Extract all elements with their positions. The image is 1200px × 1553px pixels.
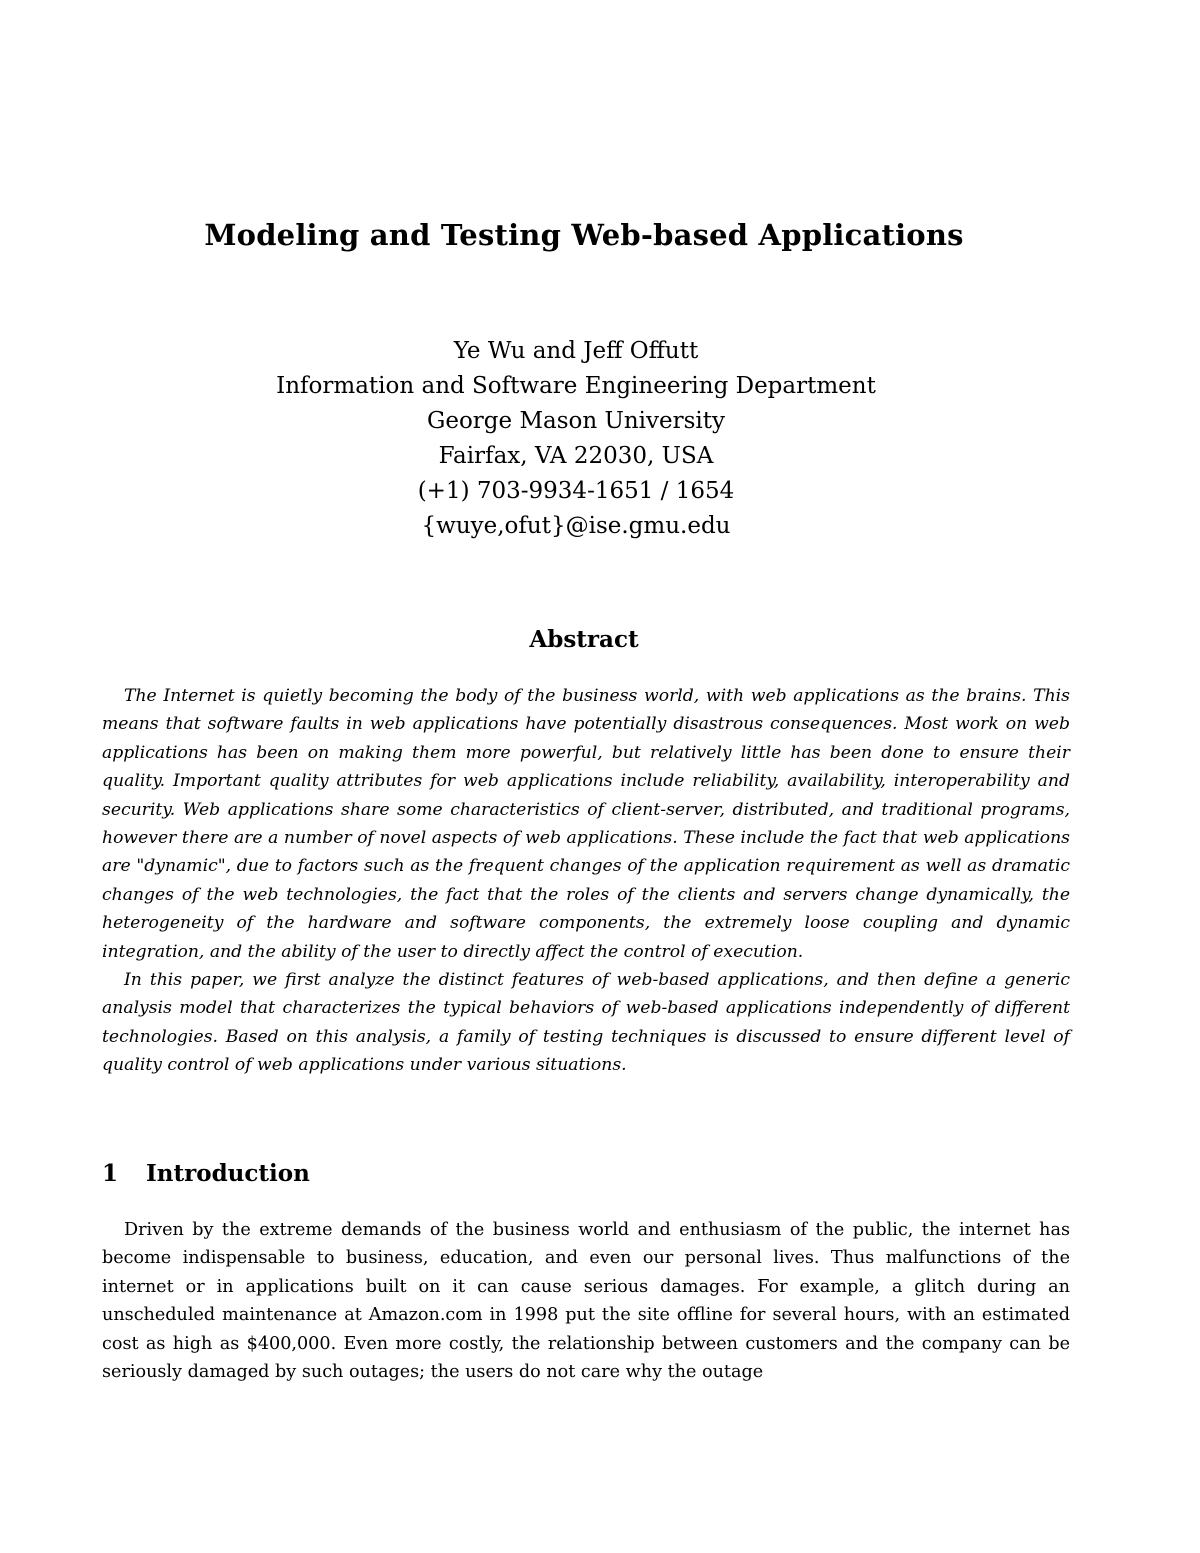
author-address: Fairfax, VA 22030, USA [438,443,714,469]
author-phone: (+1) 703-9934-1651 / 1654 [417,478,735,504]
section-title: Introduction [146,1160,310,1187]
author-department: Information and Software Engineering Department [276,373,876,399]
section-heading-introduction [102,1160,310,1187]
author-names: Ye Wu and Jeff Offutt [453,338,699,364]
author-university: George Mason University [426,408,726,434]
section-number: 1 [102,1160,119,1187]
abstract-paragraph: In this paper, we first analyze the distinct features of web-based applications, and then define a generic analysis model that characterizes the typical behaviors of web-based applications independently of different technologies. Based on this analysis, a family of testing techniques is discussed to ensure different level of quality control of web applications under various situations. [102,970,1070,1076]
introduction-body [102,1216,1070,1386]
author-block [0,334,1152,544]
abstract-heading: Abstract [529,626,639,653]
abstract-paragraph: The Internet is quietly becoming the body of the business world, with web applications as the brains. This means that software faults in web applications have potentially disastrous consequences. Most work on web applications has been on making them more powerful, but relatively little has been done to ensure their quality. Important quality attributes for web applications include reliability, availability, interoperability and security. Web applications share some characteristics of client-server, distributed, and traditional programs, however there are a number of novel aspects of web applications. These include the fact that web applications are "dynamic", due to factors such as the frequent changes of the application requirement as well as dramatic changes of the web technologies, the fact that the roles of the clients and servers change dynamically, the heterogeneity of the hardware and software components, the extremely loose coupling and dynamic integration, and the ability of the user to directly affect the control of execution. [102,686,1070,962]
abstract-body [102,682,1070,1080]
body-paragraph: Driven by the extreme demands of the business world and enthusiasm of the public, the internet has become indispensable to business, education, and even our personal lives. Thus malfunctions of the internet or in applications built on it can cause serious damages. For example, a glitch during an unscheduled maintenance at Amazon.com in 1998 put the site offline for several hours, with an estimated cost as high as $400,000. Even more costly, the relationship between customers and the company can be seriously damaged by such outages; the users do not care why the outage [102,1220,1070,1383]
author-email: {wuye,ofut}@ise.gmu.edu [421,513,731,539]
paper-title: Modeling and Testing Web-based Applications [204,218,964,252]
